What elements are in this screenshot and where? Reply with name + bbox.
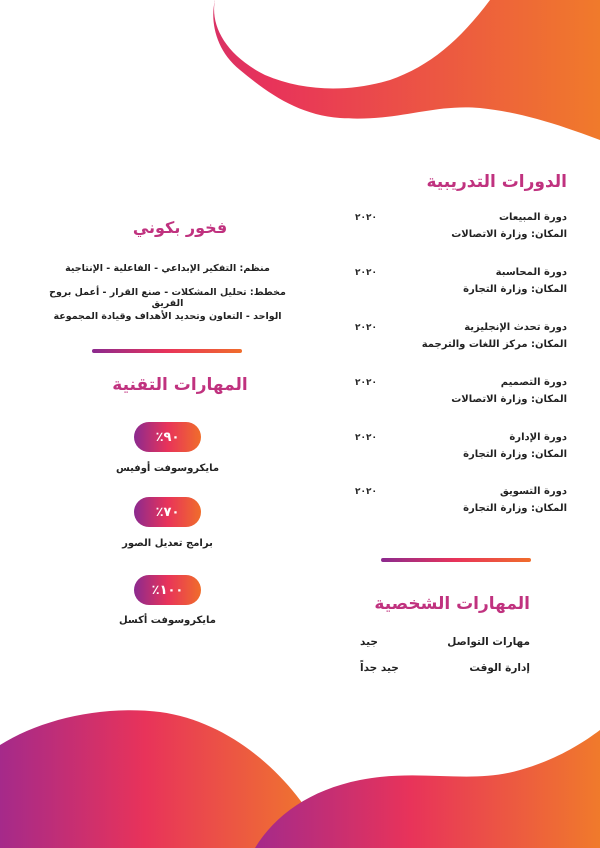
course-year: ٢٠٢٠ <box>355 486 377 497</box>
personal-skill-row <box>360 636 530 648</box>
course-item <box>355 377 567 405</box>
skill-percent-badge: ٪٩٠ <box>134 422 201 452</box>
course-location: المكان: وزارة التجارة <box>463 284 567 295</box>
profile-line: مخطط: تحليل المشكلات - صنع القرار - أعمل بروح الفريق <box>49 287 286 309</box>
technical-skill-label: مايكروسوفت أكسل <box>118 615 217 626</box>
course-name: دورة المحاسبة <box>495 267 567 278</box>
skill-percent-badge: ٪١٠٠ <box>134 575 201 605</box>
skill-level: جيد <box>360 636 378 648</box>
course-location: المكان: وزارة الاتصالات <box>451 394 567 405</box>
course-year: ٢٠٢٠ <box>355 267 377 278</box>
course-year: ٢٠٢٠ <box>355 212 377 223</box>
course-name: دورة تحدث الإنجليزية <box>464 322 567 333</box>
course-item <box>355 432 567 460</box>
course-location: المكان: وزارة التجارة <box>463 503 567 514</box>
course-year: ٢٠٢٠ <box>355 377 377 388</box>
profile-name: فخور بكوني <box>132 218 228 237</box>
course-name: دورة الإدارة <box>509 432 567 443</box>
course-item <box>355 486 567 514</box>
personal-skill-row <box>360 662 530 674</box>
course-item <box>355 212 567 240</box>
profile-line: منظم: التفكير الإبداعي - الفاعلية - الإنتاجية <box>65 263 270 274</box>
skill-percent-badge: ٪٧٠ <box>134 497 201 527</box>
course-year: ٢٠٢٠ <box>355 322 377 333</box>
personal-skills-title: المهارات الشخصية <box>374 594 530 614</box>
divider-left <box>92 349 242 353</box>
technical-skill-label: مايكروسوفت أوفيس <box>115 463 220 474</box>
course-item <box>355 322 567 350</box>
skill-level: جيد جداً <box>360 662 399 674</box>
course-location: المكان: مركز اللغات والترجمة <box>421 339 567 350</box>
skill-name: مهارات التواصل <box>447 636 530 648</box>
course-item <box>355 267 567 295</box>
course-name: دورة التسويق <box>500 486 567 497</box>
course-location: المكان: وزارة التجارة <box>463 449 567 460</box>
course-name: دورة المبيعات <box>499 212 567 223</box>
divider-right <box>381 558 531 562</box>
course-location: المكان: وزارة الاتصالات <box>451 229 567 240</box>
courses-title: الدورات التدريبية <box>426 172 567 192</box>
course-year: ٢٠٢٠ <box>355 432 377 443</box>
technical-skill-label: برامج تعديل الصور <box>122 538 213 549</box>
profile-line: الواحد - التعاون وتحديد الأهداف وقيادة المجموعة <box>53 311 282 322</box>
skill-name: إدارة الوقت <box>469 662 530 674</box>
course-name: دورة التصميم <box>500 377 567 388</box>
technical-skills-title: المهارات التقنية <box>112 375 248 395</box>
